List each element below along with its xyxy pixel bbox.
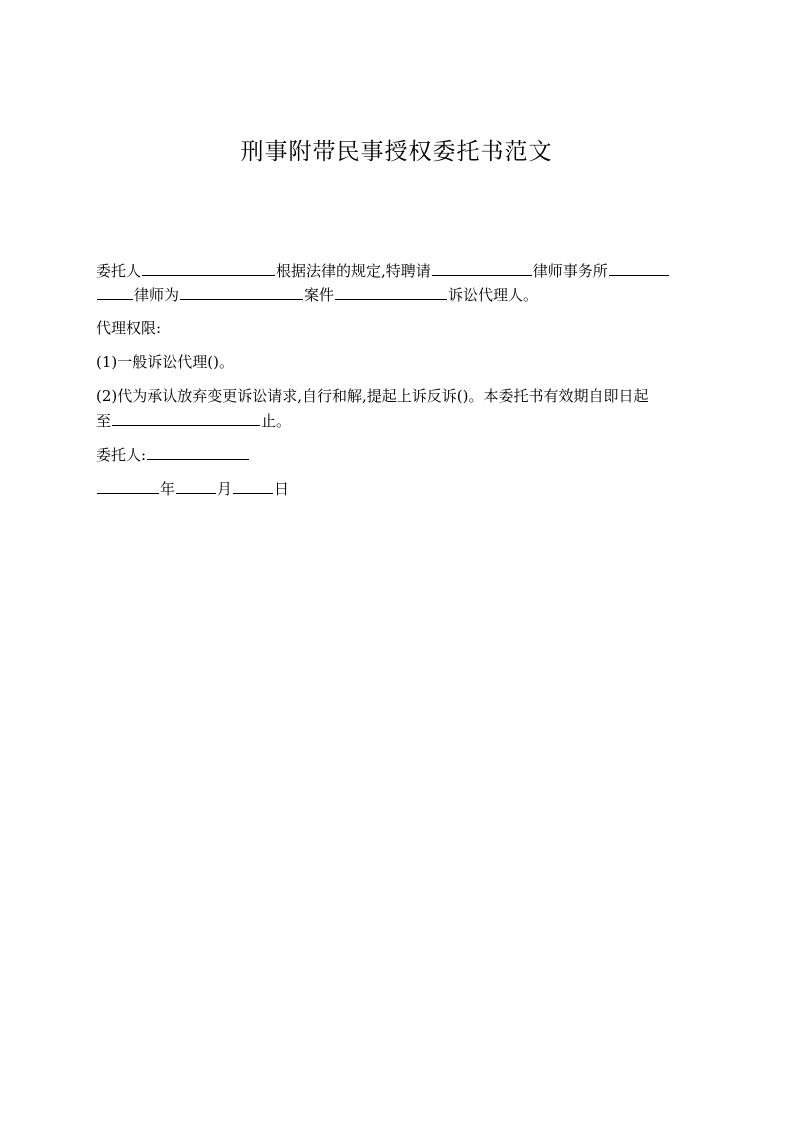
validity-end-label: 止。 [261,412,292,430]
year-label: 年 [160,480,176,498]
law-clause-text: 根据法律的规定,特聘请 [276,262,431,280]
law-firm-blank [432,258,532,276]
principal-label: 委托人 [96,262,142,280]
signer-label: 委托人: [96,446,147,464]
case-label: 案件 [304,286,335,304]
lawyer-name-blank-part2 [97,282,133,300]
principal-name-blank [142,258,275,276]
agency-item-2-line1: (2)代为承认放弃变更诉讼请求,自行和解,提起上诉反诉()。本委托书有效期自即日起 [96,387,649,405]
signer-signature-blank [147,442,249,460]
date-line [96,476,696,500]
law-firm-label: 律师事务所 [532,262,608,280]
day-blank [233,476,273,494]
year-blank [97,476,159,494]
case-party-blank [180,282,303,300]
lawyer-label: 律师为 [134,286,180,304]
agent-label: 诉讼代理人。 [448,286,539,304]
month-blank [176,476,216,494]
day-label: 日 [274,480,290,498]
para1-line1 [96,258,696,282]
agency-scope-label: 代理权限: [96,319,162,337]
validity-end-date-blank [112,408,260,426]
para1-line2 [96,282,696,306]
agency-item-2-line2 [96,408,696,432]
case-name-blank [335,282,447,300]
document-title: 刑事附带民事授权委托书范文 [240,139,553,165]
agency-item-1: (1)一般诉讼代理()。 [96,353,234,371]
signer-line [96,442,696,466]
lawyer-name-blank-part1 [609,258,669,276]
validity-to-label: 至 [96,412,112,430]
month-label: 月 [217,480,233,498]
document-body [96,258,696,500]
